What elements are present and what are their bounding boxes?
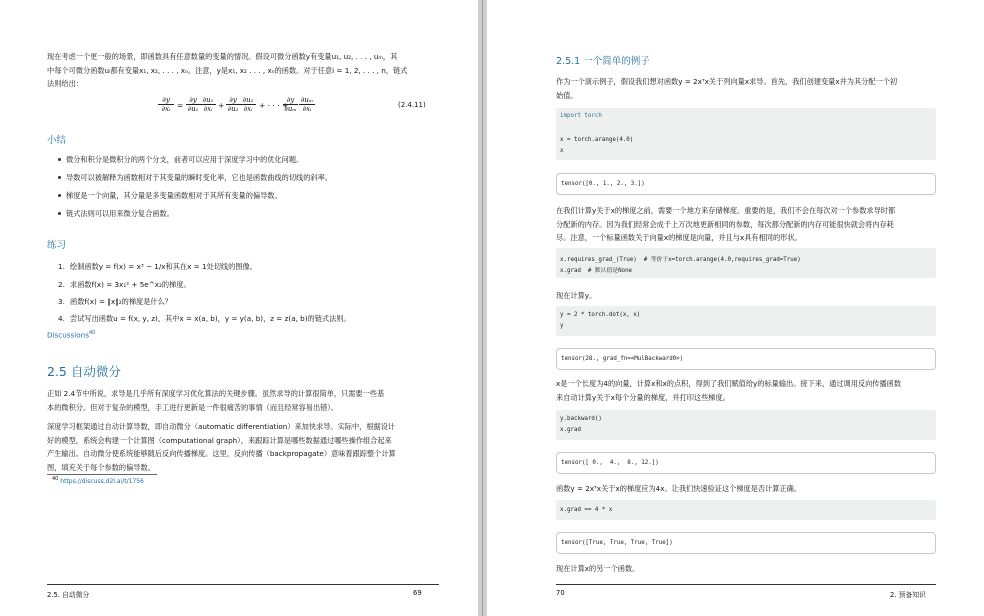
section-paragraph [47,420,442,474]
eq-fraction: $\frac{\partial y}{\text{∂u₂}}$ [227,96,239,113]
intro-line: 中每个可微分函数uᵢ都有变量x₁, x₂, . . . , xₙ。注意，y是x₁, x₂ . . . , xₙ的函数。对于任意i = 1, 2, . . . , n，链式 [47,65,408,75]
output-block [556,452,936,474]
bullet-icon [58,194,61,197]
paragraph-line: 本的微积分。但对于复杂的模型，手工进行更新是一件很痛苦的事情（而且经常容易出错）。 [47,402,339,412]
code-line: x.requires_grad_(True) # 等价于x=torch.arange(4.0,requires_grad=True) [560,257,801,263]
intro-line: 现在考虑一个更一般的场景，即函数具有任意数量的变量的情况。假设可微分函数y有变量u₁, u₂, . . . , uₘ，其 [47,52,398,61]
footer-chapter: 2. 预备知识 [890,591,926,599]
paragraph [556,377,941,404]
bullet-icon [58,158,61,161]
paragraph: 函数y = 2xᵀx关于x的梯度应为4x。让我们快速验证这个梯度是否计算正确。 [556,484,802,493]
paragraph-line: 分配新的内存。因为我们经常会成千上万次地更新相同的参数，每次都分配新的内存可能很快就会将内存耗 [556,219,894,229]
footnote-link[interactable]: https://discuss.d2l.ai/t/1756 [60,478,144,485]
list-item: 链式法则可以用来微分复合函数。 [58,207,174,220]
footnote-rule [47,474,157,475]
list-item: 梯度是一个向量，其分量是多变量函数相对于其所有变量的偏导数。 [58,189,282,202]
list-item: 2. 求函数f(x) = 3x₁² + 5e^x₂的梯度。 [58,280,191,289]
code-line: x.grad == 4 * x [560,507,613,513]
paragraph [556,204,941,245]
eq-fraction: $\frac{\text{∂u₂}}{\text{∂xᵢ}}$ [240,96,256,113]
output-block [556,532,936,554]
summary-heading: 小结 [47,135,67,146]
page-gutter [478,0,487,616]
subsection-title: 2.5.1 一个简单的例子 [556,56,650,67]
eq-equals: = [177,101,184,110]
paragraph-line: x是一个长度为4的向量，计算x和x的点积，得到了我们赋值给y的标量输出。接下来，通过调用反向传播函数 [556,379,902,388]
page-number: 70 [556,589,565,597]
code-line: x = torch.arange(4.0) [560,137,634,143]
list-item: 微分和积分是微积分的两个分支，前者可以应用于深度学习中的优化问题。 [58,153,303,166]
footnote: $^{40}$ https://discuss.d2l.ai/t/1756 [52,476,144,485]
paragraph-line: 深度学习框架通过自动计算导数，即自动微分（automatic differentiation）来加快求导。实际中，根据设计 [47,422,396,431]
output-block [556,348,936,370]
eq-fraction: $\frac{\partial y}{\text{∂uₘ}}$ [284,96,297,113]
output-block [556,173,936,195]
code-line: y [560,323,564,329]
code-block [556,248,936,278]
eq-dots: + · · · + [259,101,289,110]
equation-number: (2.4.11) [398,101,426,109]
gutter-divider [482,0,483,616]
paragraph: 现在计算y。 [556,291,597,300]
list-item: 3. 函数f(x) = ‖x‖₂的梯度是什么？ [58,297,172,306]
paragraph-line: 好的模型，系统会构建一个计算图（computational graph），来跟踪计算是哪些数据通过哪些操作组合起来 [47,435,392,445]
code-line: import torch [560,113,602,119]
paragraph-line: 在我们计算y关于x的梯度之前，需要一个地方来存储梯度。重要的是，我们不会在每次对一个参数求导时都 [556,206,896,215]
footer-section: 2.5. 自动微分 [47,591,90,599]
bullet-icon [58,176,61,179]
paragraph [556,75,941,102]
code-line: x [560,148,564,154]
output-text: tensor([True, True, True, True]) [561,540,673,546]
section-paragraph [47,387,442,414]
document-page-right [487,0,984,616]
list-item: 4. 尝试写出函数u = f(x, y, z)，其中x = x(a, b)，y = y(a, b)，z = z(a, b)的链式法则。 [58,314,351,323]
output-text: tensor([ 0., 4., 8., 12.]) [561,460,659,466]
output-text: tensor([0., 1., 2., 3.]) [561,181,645,187]
exercise-heading: 练习 [47,240,67,251]
intro-paragraph [47,50,437,91]
footer-rule [47,584,439,585]
eq-fraction: $\frac{\text{∂uₘ}}{\text{∂xᵢ}}$ [300,96,314,113]
eq-plus: + [218,101,225,110]
discussions-link[interactable]: Discussions$^{40}$ [47,330,96,340]
paragraph-line: 作为一个演示例子，假设我们想对函数y = 2xᵀx关于列向量x求导。首先，我们创建变量x并为其分配一个初 [556,77,898,86]
paragraph: 现在计算x的另一个函数。 [556,564,640,573]
paragraph-line: 产生输出。自动微分使系统能够随后反向传播梯度。这里，反向传播（backpropagate）意味着跟踪整个计算 [47,449,396,458]
paragraph-line: 正如 2.4节中所说，求导是几乎所有深度学习优化算法的关键步骤。虽然求导的计算很简单，只需要一些基 [47,389,385,398]
code-block [556,500,936,520]
code-block [556,108,936,160]
list-item: 1. 绘制函数y = f(x) = x³ − 1/x和其在x = 1处切线的图像。 [58,262,257,271]
code-line: y = 2 * torch.dot(x, x) [560,312,641,318]
eq-fraction: $\frac{\text{∂u₁}}{\text{∂xᵢ}}$ [200,96,216,113]
output-text: tensor(28., grad_fn=<MulBackward0>) [561,356,684,362]
list-item: 导数可以被解释为函数相对于其变量的瞬时变化率，它也是函数曲线的切线的斜率。 [58,171,332,184]
bullet-icon [58,212,61,215]
footer-rule [556,584,936,585]
section-title: 2.5 自动微分 [47,364,121,379]
eq-lhs-fraction: $\frac{\partial y}{\text{∂xᵢ}}$ [158,96,174,113]
paragraph-line: 来自动计算y关于x每个分量的梯度，并打印这些梯度。 [556,392,730,402]
page-number: 69 [413,589,422,597]
code-line: x.grad # 默认值是None [560,268,633,274]
paragraph-line: 尽。注意，一个标量函数关于向量x的梯度是向量，并且与x具有相同的形状。 [556,233,802,242]
paragraph-line: 图，填充关于每个参数的偏导数。 [47,462,155,472]
eq-fraction: $\frac{\partial y}{\text{∂u₁}}$ [187,96,199,113]
code-line: x.grad [560,427,581,433]
document-page-left [0,0,478,616]
intro-line: 法则给出： [47,79,83,88]
code-block [556,306,936,336]
code-line: y.backward() [560,416,602,422]
code-block [556,410,936,440]
paragraph-line: 始值。 [556,90,578,100]
